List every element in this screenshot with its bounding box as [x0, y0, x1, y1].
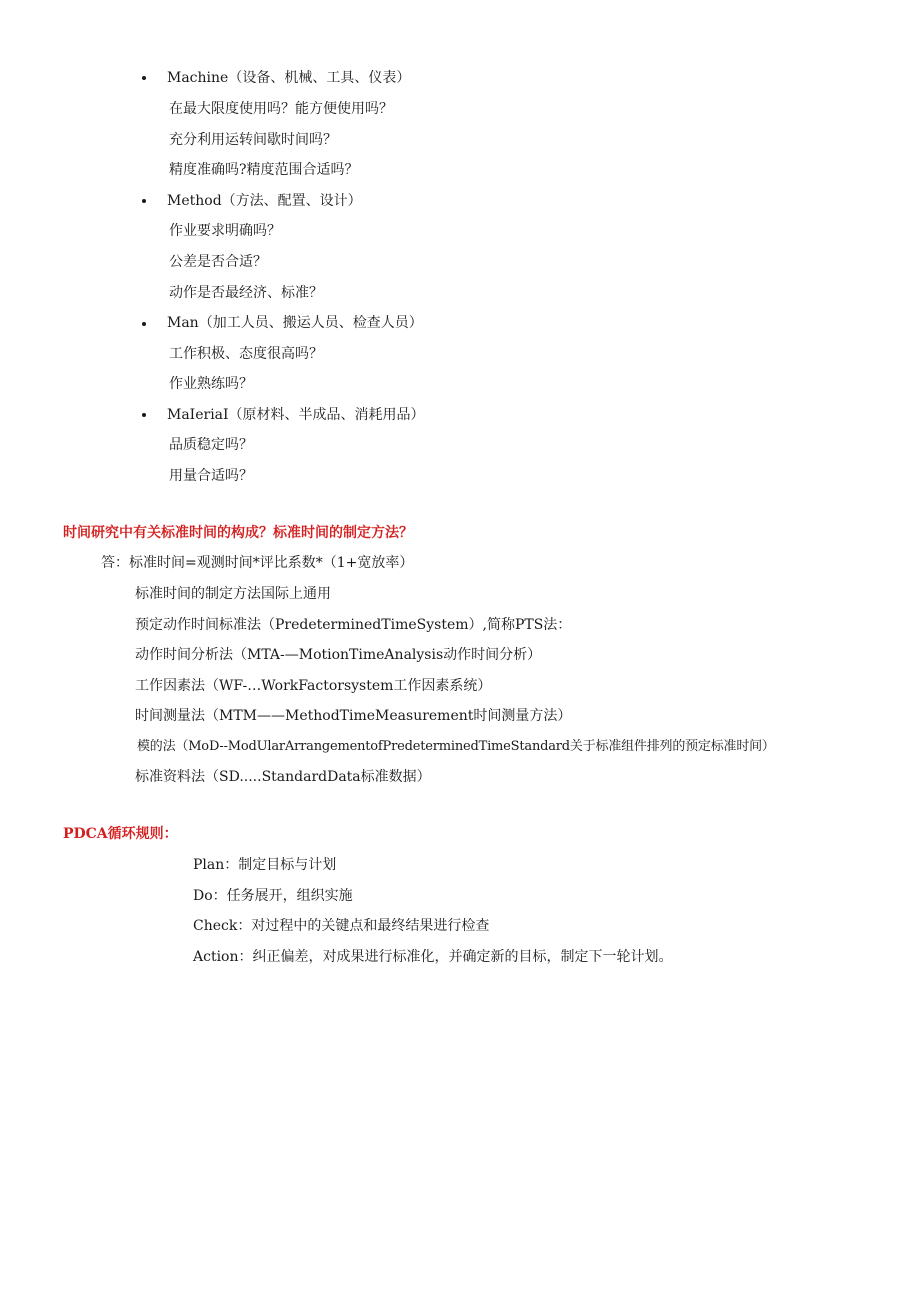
factor-question: 动作是否最经济、标准？: [169, 285, 323, 301]
standard-time-line: 模的法（MoD--ModUlarArrangementofPredeterminedTimeStandard关于标准组件排列的预定标准时间）: [137, 739, 775, 754]
pdca-item-check: Check：对过程中的关键点和最终结果进行检查: [193, 918, 490, 934]
factor-question: 工作积极、态度很高吗？: [169, 346, 323, 362]
factor-title-machine: Machine（设备、机械、工具、仪表）: [167, 70, 411, 86]
factor-question: 作业要求明确吗？: [169, 223, 281, 239]
bullet-icon: [142, 199, 146, 203]
standard-time-line: 标准时间的制定方法国际上通用: [135, 586, 331, 602]
factor-question: 充分利用运转间歇时间吗？: [169, 132, 337, 148]
standard-time-line: 工作因素法（WF-…WorkFactorsystem工作因素系统）: [135, 678, 492, 694]
factor-title-man: Man（加工人员、搬运人员、检查人员）: [167, 315, 423, 331]
pdca-heading: PDCA循环规则：: [63, 826, 178, 842]
factor-question: 精度准确吗?精度范围合适吗？: [169, 162, 359, 178]
bullet-icon: [142, 413, 146, 417]
bullet-icon: [142, 76, 146, 80]
factor-title-method: Method（方法、配置、设计）: [167, 193, 362, 209]
bullet-icon: [142, 322, 146, 326]
factor-title-material: MaIeriaI（原材料、半成品、消耗用品）: [167, 407, 425, 423]
standard-time-line: 动作时间分析法（MTA-—MotionTimeAnalysis动作时间分析）: [135, 647, 542, 663]
factor-question: 公差是否合适？: [169, 254, 267, 270]
pdca-item-do: Do：任务展开，组织实施: [193, 888, 353, 904]
standard-time-line: 标准资料法（SD.....StandardData标准数据）: [135, 769, 431, 785]
factor-question: 在最大限度使用吗？能方便使用吗？: [169, 101, 393, 117]
standard-time-heading: 时间研究中有关标准时间的构成？标准时间的制定方法？: [63, 525, 413, 541]
standard-time-line: 时间测量法（MTM——MethodTimeMeasurement时间测量方法）: [135, 708, 572, 724]
factor-question: 作业熟练吗？: [169, 376, 253, 392]
factor-question: 用量合适吗？: [169, 468, 253, 484]
pdca-item-action: Action：纠正偏差，对成果进行标准化，并确定新的目标，制定下一轮计划。: [193, 949, 673, 965]
standard-time-line: 预定动作时间标准法（PredeterminedTimeSystem）,简称PTS法：: [135, 617, 572, 633]
factor-question: 品质稳定吗？: [169, 437, 253, 453]
standard-time-answer: 答：标准时间=观测时间*评比系数*（1+宽放率）: [101, 555, 414, 571]
pdca-item-plan: Plan：制定目标与计划: [193, 857, 337, 873]
